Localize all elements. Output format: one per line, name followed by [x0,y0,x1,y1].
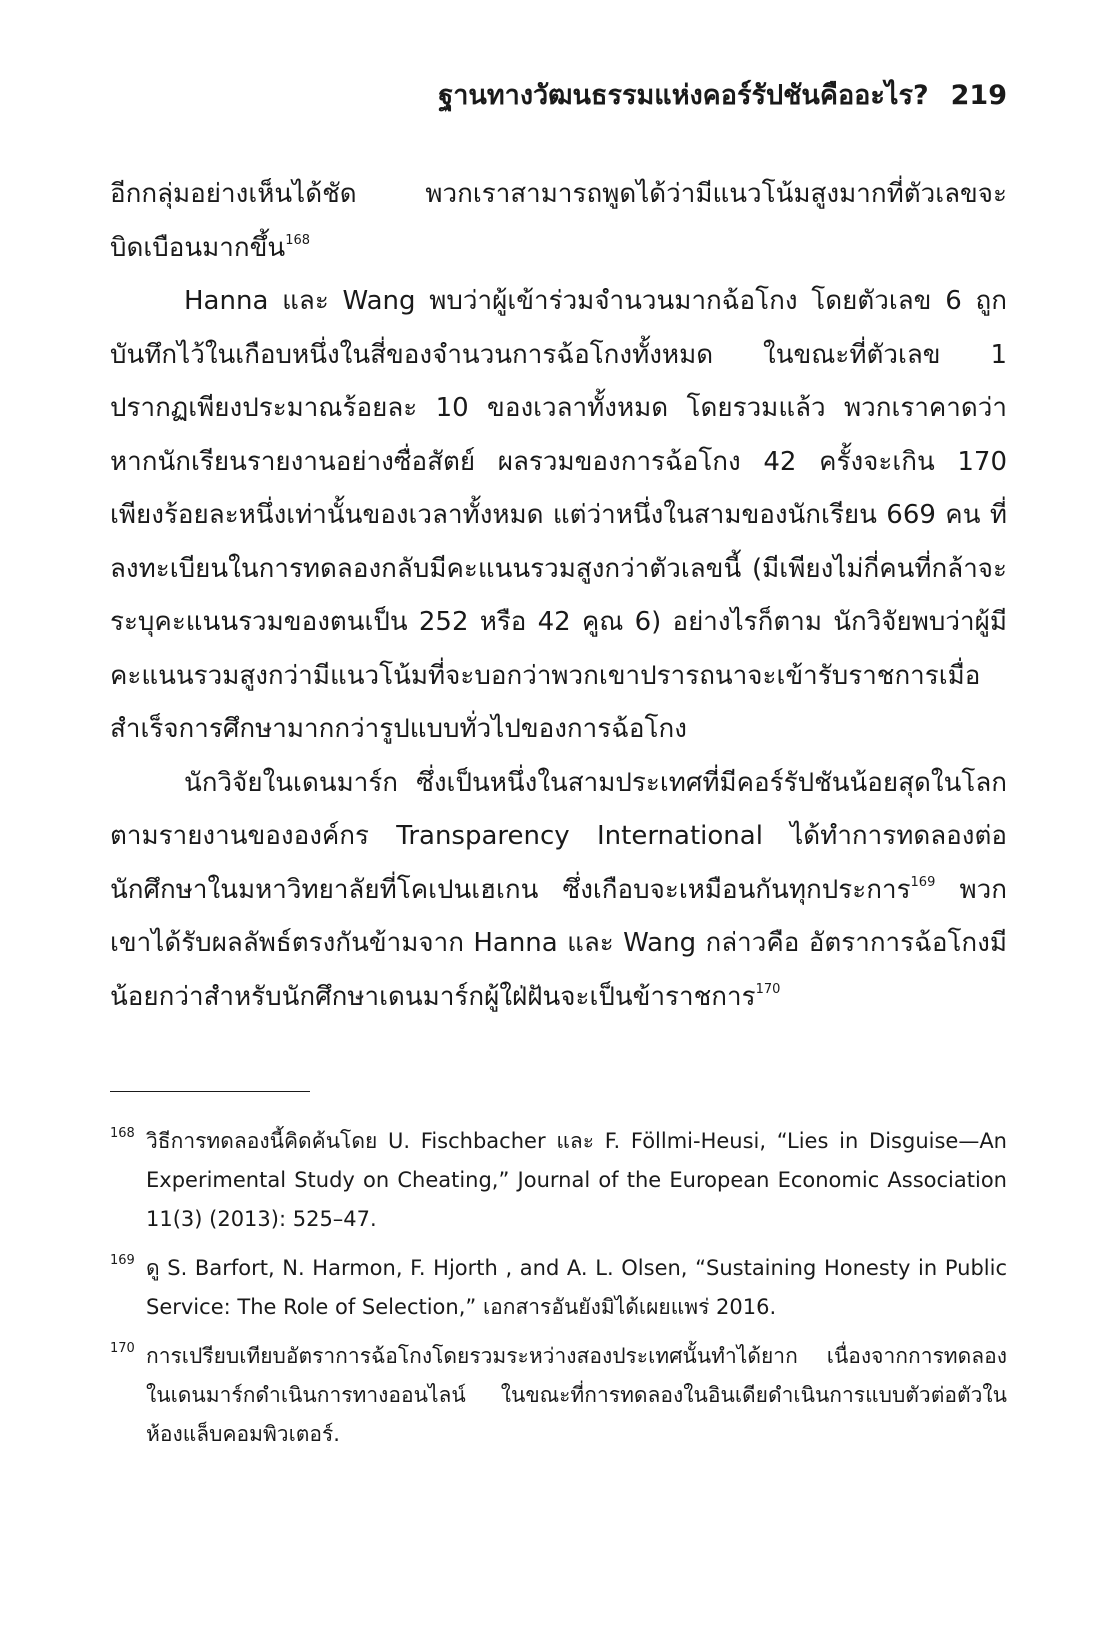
footnote-text: ดู S. Barfort, N. Harmon, F. Hjorth , and A. L. Olsen, “Sustaining Honesty in Public Service: The Role of Selection,” เอกสารอันยังมิได้เผยแพร่ 2016. [146,1256,1007,1319]
page-number: 219 [950,80,1007,111]
paragraph-1-text: อีกกลุ่มอย่างเห็นได้ชัด พวกเราสามารถพูดได้ว่ามีแนวโน้มสูงมากที่ตัวเลขจะบิดเบือนมากขึ้น [110,179,1007,263]
footnote-ref-168: 168 [285,232,311,248]
paragraph-3 [110,757,1007,1025]
footnote-ref-170: 170 [755,981,781,997]
footnote-number: 170 [110,1341,135,1356]
paragraph-3-text-a: นักวิจัยในเดนมาร์ก ซึ่งเป็นหนึ่งในสามประเทศที่มีคอร์รัปชันน้อยสุดในโลกตามรายงานขององค์กร Transparency International ได้ทำการทดลองต่อนักศึกษาในมหาวิทยาลัยที่โคเปนเฮเกน ซึ่งเกือบจะเหมือนกันทุกประการ [110,767,1007,905]
paragraph-1 [110,168,1007,275]
paragraph-2 [110,275,1007,757]
footnote-number: 168 [110,1126,135,1141]
footnote-separator [110,1091,310,1092]
footnote-ref-169: 169 [910,874,936,890]
footnote-text: การเปรียบเทียบอัตราการฉ้อโกงโดยรวมระหว่างสองประเทศนั้นทำได้ยาก เนื่องจากการทดลองในเดนมาร์กดำเนินการทางออนไลน์ ในขณะที่การทดลองในอินเดียดำเนินการแบบตัวต่อตัวในห้องแล็บคอมพิวเตอร์. [146,1344,1007,1446]
footnote-number: 169 [110,1253,135,1268]
footnotes [110,1122,1007,1464]
main-text [110,168,1007,1024]
footnote-169 [110,1249,1007,1327]
footnote-168 [110,1122,1007,1239]
chapter-title: ฐานทางวัฒนธรรมแห่งคอร์รัปชันคืออะไร? [438,80,929,111]
paragraph-3-text-b: พวกเขาได้รับผลลัพธ์ตรงกันข้ามจาก Hanna และ Wang กล่าวคือ อัตราการฉ้อโกงมีน้อยกว่าสำหรับนักศึกษาเดนมาร์กผู้ใฝ่ฝันจะเป็นข้าราชการ [110,874,1007,1012]
paragraph-2-text: Hanna และ Wang พบว่าผู้เข้าร่วมจำนวนมากฉ้อโกง โดยตัวเลข 6 ถูกบันทึกไว้ในเกือบหนึ่งในสี่ของจำนวนการฉ้อโกงทั้งหมด ในขณะที่ตัวเลข 1 ปรากฏเพียงประมาณร้อยละ 10 ของเวลาทั้งหมด โดยรวมแล้ว พวกเราคาดว่าหากนักเรียนรายงานอย่างซื่อสัตย์ ผลรวมของการฉ้อโกง 42 ครั้งจะเกิน 170 เพียงร้อยละหนึ่งเท่านั้นของเวลาทั้งหมด แต่ว่าหนึ่งในสามของนักเรียน 669 คน ที่ลงทะเบียนในการทดลองกลับมีคะแนนรวมสูงกว่าตัวเลขนี้ (มีเพียงไม่กี่คนที่กล้าจะระบุคะแนนรวมของตนเป็น 252 หรือ 42 คูณ 6) อย่างไรก็ตาม นักวิจัยพบว่าผู้มีคะแนนรวมสูงกว่ามีแนวโน้มที่จะบอกว่าพวกเขาปรารถนาจะเข้ารับราชการเมื่อสำเร็จการศึกษามากกว่ารูปแบบทั่วไปของการฉ้อโกง [110,286,1007,744]
footnote-text: วิธีการทดลองนี้คิดค้นโดย U. Fischbacher และ F. Föllmi-Heusi, “Lies in Disguise—An Experimental Study on Cheating,” Journal of the European Economic Association 11(3) (2013): 525–47. [146,1129,1007,1231]
running-header [110,78,1007,114]
footnote-170 [110,1337,1007,1454]
